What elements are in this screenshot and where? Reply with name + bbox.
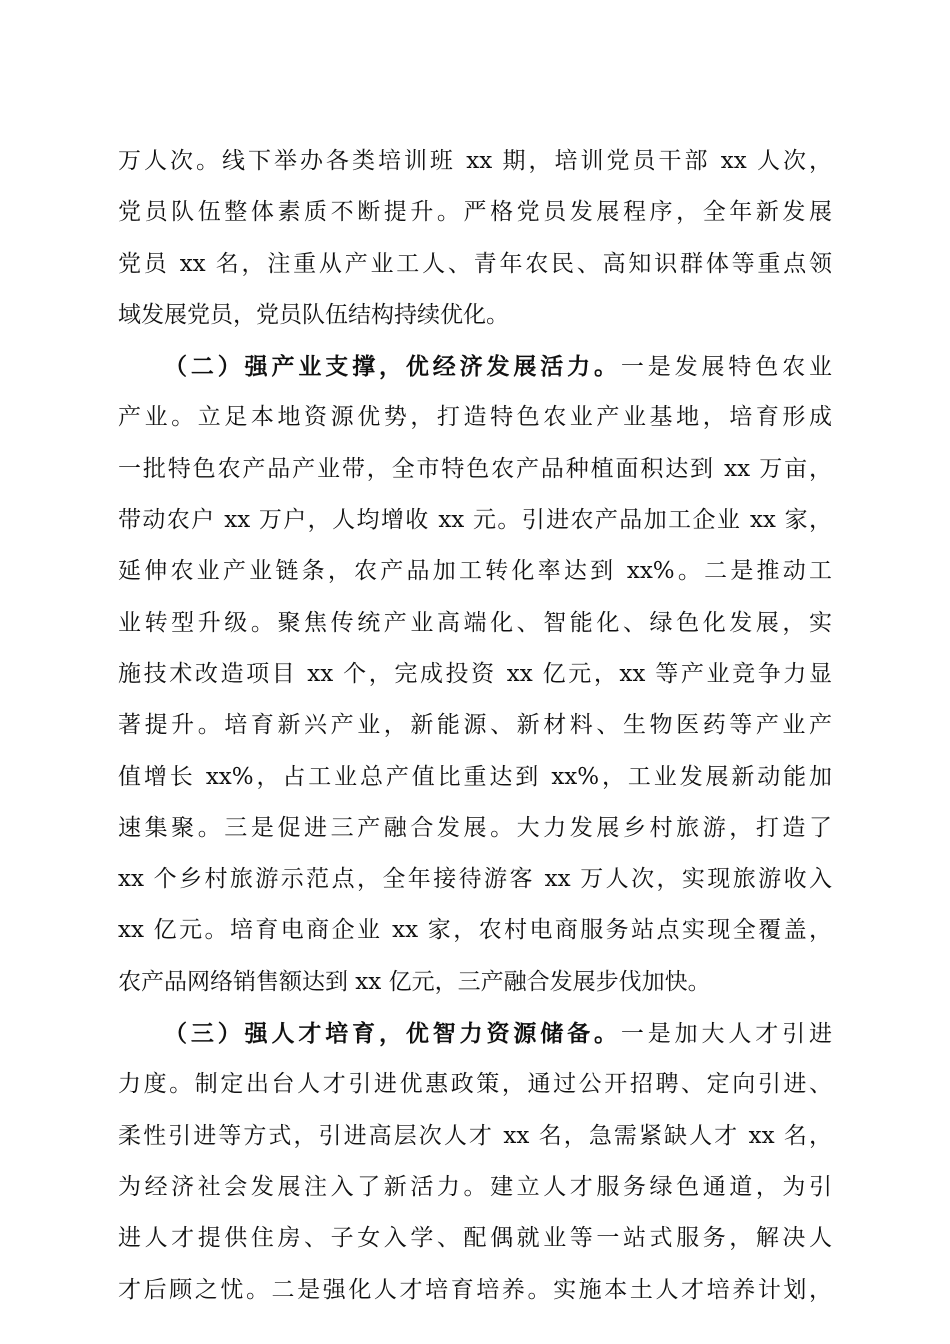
text-line: xx 亿元。培育电商企业 xx 家，农村电商服务站点实现全覆盖， (118, 917, 832, 944)
text-line: 农产品网络销售额达到 xx 亿元，三产融合发展步伐加快。 (118, 968, 711, 995)
text-line: 域发展党员，党员队伍结构持续优化。 (118, 301, 509, 328)
text-line: xx 个乡村旅游示范点，全年接待游客 xx 万人次，实现旅游收入 (118, 866, 832, 893)
section-heading: （二）强产业支撑，优经济发展活力。 (164, 353, 621, 381)
text-line: 速集聚。三是促进三产融合发展。大力发展乡村旅游，打造了 (118, 814, 832, 841)
text-line: 值增长 xx%，占工业总产值比重达到 xx%，工业发展新动能加 (118, 763, 832, 790)
body-text (118, 136, 832, 1316)
text-line: 才后顾之忧。二是强化人才培育培养。实施本土人才培养计划， (118, 1276, 832, 1303)
text-line: 为经济社会发展注入了新活力。建立人才服务绿色通道，为引 (118, 1173, 832, 1200)
section-heading: （三）强人才培育，优智力资源储备。 (164, 1020, 621, 1048)
paragraph-party-members (118, 136, 832, 341)
text-line: 业转型升级。聚焦传统产业高端化、智能化、绿色化发展，实 (118, 609, 832, 636)
text-line: 进人才提供住房、子女入学、配偶就业等一站式服务，解决人 (118, 1225, 832, 1252)
text-line: 产业。立足本地资源优势，打造特色农业产业基地，培育形成 (118, 404, 832, 431)
paragraph-industry-support (118, 341, 832, 1008)
text-segment: 一是发展特色农业 (620, 354, 832, 381)
text-line: 延伸农业产业链条，农产品加工转化率达到 xx%。二是推动工 (118, 558, 832, 585)
text-segment: 一是加大人才引进 (620, 1021, 832, 1048)
text-line: 党员 xx 名，注重从产业工人、青年农民、高知识群体等重点领 (118, 250, 832, 277)
paragraph-first-line (118, 341, 832, 392)
paragraph-talent-cultivation (118, 1008, 832, 1316)
text-line: 一批特色农产品产业带，全市特色农产品种植面积达到 xx 万亩， (118, 455, 832, 482)
text-line: 力度。制定出台人才引进优惠政策，通过公开招聘、定向引进、 (118, 1071, 832, 1098)
text-line: 柔性引进等方式，引进高层次人才 xx 名，急需紧缺人才 xx 名， (118, 1122, 832, 1149)
text-line: 著提升。培育新兴产业，新能源、新材料、生物医药等产业产 (118, 712, 832, 739)
paragraph-first-line (118, 1008, 832, 1059)
text-line: 万人次。线下举办各类培训班 xx 期，培训党员干部 xx 人次， (118, 148, 832, 174)
text-line: 带动农户 xx 万户，人均增收 xx 元。引进农产品加工企业 xx 家， (118, 507, 832, 534)
text-line: 施技术改造项目 xx 个，完成投资 xx 亿元，xx 等产业竞争力显 (118, 660, 832, 687)
text-line: 党员队伍整体素质不断提升。严格党员发展程序，全年新发展 (118, 199, 832, 226)
